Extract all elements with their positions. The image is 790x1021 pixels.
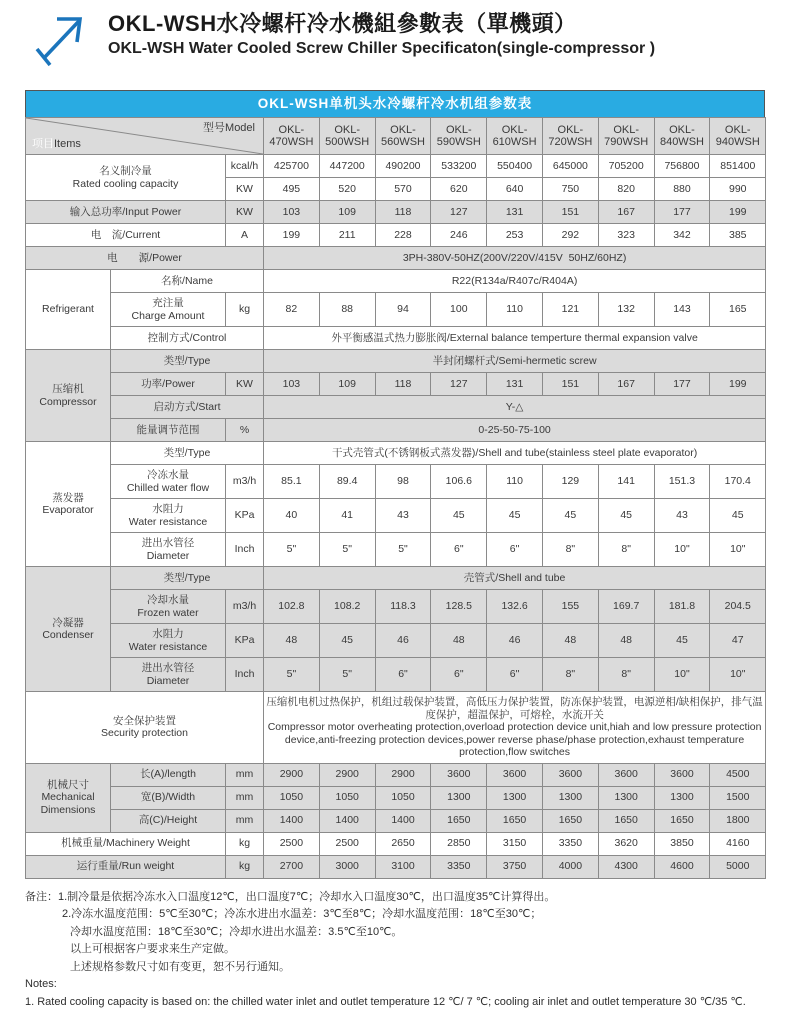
value-cell: 127 (431, 201, 487, 224)
value-cell: 151.3 (654, 465, 710, 499)
unit-cell: mm (226, 763, 264, 786)
unit-cell: kg (226, 832, 264, 855)
value-cell: 3350 (431, 855, 487, 878)
table-row (26, 327, 766, 350)
page-title-zh: OKL-WSH水冷螺杆冷水機組參數表（單機頭） (108, 11, 577, 36)
corner-cell (26, 118, 264, 155)
value-cell: 170.4 (710, 465, 766, 499)
unit-cell: mm (226, 786, 264, 809)
value-cell: 851400 (710, 155, 766, 178)
value-cell: 820 (598, 178, 654, 201)
group-compressor: 压缩机 Compressor (26, 350, 111, 442)
value-cell: 385 (710, 224, 766, 247)
value-cell: 990 (710, 178, 766, 201)
value-cell: 47 (710, 624, 766, 658)
value-cell: 155 (542, 590, 598, 624)
value-cell: 45 (710, 499, 766, 533)
unit-cell: KW (226, 178, 264, 201)
value-cell: 3150 (487, 832, 543, 855)
value-cell: 6" (431, 533, 487, 567)
row-label-condenser-type: 类型/Type (111, 567, 264, 590)
row-label-control: 控制方式/Control (111, 327, 264, 350)
value-cell: 3600 (598, 763, 654, 786)
value-cell: 46 (487, 624, 543, 658)
table-row (26, 293, 766, 327)
value-cell: 1650 (654, 809, 710, 832)
row-label-cond-diameter: 进出水管径 Diameter (111, 658, 226, 692)
corner-items-label-zh: 项目 (32, 137, 54, 150)
row-label-security-protection: 安全保护装置 Security protection (26, 692, 264, 764)
value-cell: 45 (319, 624, 375, 658)
value-cell: 103 (264, 373, 320, 396)
row-label-frozen-water: 冷却水量 Frozen water (111, 590, 226, 624)
unit-cell: KPa (226, 499, 264, 533)
value-cell: 3620 (598, 832, 654, 855)
corner-items-label-en: Items (54, 137, 81, 150)
value-cell: 253 (487, 224, 543, 247)
unit-cell: kg (226, 855, 264, 878)
value-cell: 167 (598, 201, 654, 224)
table-row (26, 692, 766, 764)
value-cell: 620 (431, 178, 487, 201)
table-row (26, 809, 766, 832)
value-cell: 48 (264, 624, 320, 658)
value-cell: 756800 (654, 155, 710, 178)
value-cell: 108.2 (319, 590, 375, 624)
value-cell: 103 (264, 201, 320, 224)
value-cell: 102.8 (264, 590, 320, 624)
value-cell: 88 (319, 293, 375, 327)
value-cell: 2700 (264, 855, 320, 878)
value-cell: 181.8 (654, 590, 710, 624)
value-cell: 43 (654, 499, 710, 533)
value-cell: 10" (710, 658, 766, 692)
value-cell: 8" (542, 658, 598, 692)
value-cell: 228 (375, 224, 431, 247)
value-cell: 2900 (375, 763, 431, 786)
value-cell: 640 (487, 178, 543, 201)
value-cell: 169.7 (598, 590, 654, 624)
value-cell: 177 (654, 201, 710, 224)
value-cell: 151 (542, 201, 598, 224)
table-row (26, 786, 766, 809)
table-row (26, 499, 766, 533)
value-cell: 3600 (487, 763, 543, 786)
value-cell: 1050 (264, 786, 320, 809)
row-label-compressor-power: 功率/Power (111, 373, 226, 396)
value-cell: 520 (319, 178, 375, 201)
value-cell: 1650 (598, 809, 654, 832)
row-label-evap-diameter: 进出水管径 Diameter (111, 533, 226, 567)
value-cell: 110 (487, 293, 543, 327)
group-condenser: 冷凝器 Condenser (26, 567, 111, 692)
table-row (26, 658, 766, 692)
value-cell: 48 (431, 624, 487, 658)
spec-table (25, 117, 766, 879)
span-value-evaporator-type: 干式壳管式(不锈钢板式蒸发器)/Shell and tube(stainless steel plate evaporator) (264, 442, 766, 465)
table-row (26, 396, 766, 419)
group-evaporator: 蒸发器 Evaporator (26, 442, 111, 567)
value-cell: 5" (319, 533, 375, 567)
value-cell: 5000 (710, 855, 766, 878)
value-cell: 10" (654, 533, 710, 567)
value-cell: 199 (264, 224, 320, 247)
value-cell: 110 (487, 465, 543, 499)
unit-cell: kcal/h (226, 155, 264, 178)
value-cell: 4000 (542, 855, 598, 878)
value-cell: 495 (264, 178, 320, 201)
value-cell: 1300 (654, 786, 710, 809)
value-cell: 118 (375, 201, 431, 224)
value-cell: 1400 (319, 809, 375, 832)
value-cell: 45 (431, 499, 487, 533)
value-cell: 129 (542, 465, 598, 499)
value-cell: 550400 (487, 155, 543, 178)
group-refrigerant: Refrigerant (26, 270, 111, 350)
value-cell: 533200 (431, 155, 487, 178)
table-row (26, 533, 766, 567)
table-title-banner: OKL-WSH单机头水冷螺杆冷水机组参数表 (25, 90, 765, 117)
value-cell: 1650 (431, 809, 487, 832)
arrow-up-right-logo-icon (30, 8, 102, 70)
value-cell: 177 (654, 373, 710, 396)
value-cell: 118.3 (375, 590, 431, 624)
value-cell: 48 (542, 624, 598, 658)
value-cell: 8" (542, 533, 598, 567)
model-header: OKL- 840WSH (654, 118, 710, 155)
table-row (26, 350, 766, 373)
table-row (26, 465, 766, 499)
table-row (26, 590, 766, 624)
table-row (26, 832, 766, 855)
value-cell: 46 (375, 624, 431, 658)
row-label-rated-cooling-capacity: 名义制冷量 Rated cooling capacity (26, 155, 226, 201)
row-label-start-mode: 启动方式/Start (111, 396, 264, 419)
unit-cell: KW (226, 373, 264, 396)
value-cell: 3850 (654, 832, 710, 855)
table-row (26, 567, 766, 590)
table-header-row (26, 118, 766, 155)
value-cell: 3750 (487, 855, 543, 878)
value-cell: 10" (654, 658, 710, 692)
value-cell: 43 (375, 499, 431, 533)
document-header (30, 8, 765, 70)
value-cell: 880 (654, 178, 710, 201)
table-row (26, 201, 766, 224)
table-row (26, 763, 766, 786)
value-cell: 40 (264, 499, 320, 533)
value-cell: 1650 (542, 809, 598, 832)
value-cell: 5" (319, 658, 375, 692)
row-label-refrigerant-name: 名称/Name (111, 270, 264, 293)
value-cell: 1300 (598, 786, 654, 809)
corner-items-label (32, 138, 81, 151)
row-label-chilled-water-flow: 冷冻水量 Chilled water flow (111, 465, 226, 499)
note-line: 以上可根据客户要求来生产定做。 (70, 943, 235, 955)
row-label-charge-amount: 充注量 Charge Amount (111, 293, 226, 327)
value-cell: 1300 (542, 786, 598, 809)
table-row (26, 373, 766, 396)
value-cell: 127 (431, 373, 487, 396)
table-row (26, 247, 766, 270)
value-cell: 1650 (487, 809, 543, 832)
row-label-width: 宽(B)/Width (111, 786, 226, 809)
span-value-security-protection: 压缩机电机过热保护，机组过载保护装置，高低压力保护装置，防冻保护装置，电源逆相/缺相保护，排气温度保护，超温保护，可熔栓，水流开关 Compressor motor overheating protection,overload protection device unit,hiah and low pressure protection device,anti-freezing protection devices,power reverse phase/phase protection,exhaust temperature protection,flow switches (264, 692, 766, 764)
span-value-condenser-type: 壳管式/Shell and tube (264, 567, 766, 590)
value-cell: 199 (710, 373, 766, 396)
model-header: OKL- 590WSH (431, 118, 487, 155)
row-label-height: 高(C)/Height (111, 809, 226, 832)
value-cell: 48 (598, 624, 654, 658)
value-cell: 1500 (710, 786, 766, 809)
value-cell: 1300 (487, 786, 543, 809)
note-line: 备注：1.制冷量是依据冷冻水入口温度12℃，出口温度7℃；冷却水入口温度30℃，出口温度35℃计算得出。 (25, 890, 556, 903)
table-row (26, 419, 766, 442)
value-cell: 204.5 (710, 590, 766, 624)
table-row (26, 224, 766, 247)
value-cell: 85.1 (264, 465, 320, 499)
value-cell: 6" (431, 658, 487, 692)
model-header: OKL- 470WSH (264, 118, 320, 155)
table-row (26, 155, 766, 178)
value-cell: 342 (654, 224, 710, 247)
value-cell: 1400 (264, 809, 320, 832)
unit-cell: A (226, 224, 264, 247)
value-cell: 82 (264, 293, 320, 327)
value-cell: 121 (542, 293, 598, 327)
span-value-power-supply: 3PH-380V-50HZ(200V/220V/415V 50HZ/60HZ) (264, 247, 766, 270)
value-cell: 3000 (319, 855, 375, 878)
unit-cell: kg (226, 293, 264, 327)
value-cell: 6" (487, 658, 543, 692)
value-cell: 8" (598, 533, 654, 567)
value-cell: 94 (375, 293, 431, 327)
value-cell: 45 (654, 624, 710, 658)
value-cell: 2900 (264, 763, 320, 786)
unit-cell: m3/h (226, 590, 264, 624)
unit-cell: m3/h (226, 465, 264, 499)
notes-block (25, 889, 765, 1012)
value-cell: 447200 (319, 155, 375, 178)
model-header: OKL- 790WSH (598, 118, 654, 155)
value-cell: 3100 (375, 855, 431, 878)
value-cell: 8" (598, 658, 654, 692)
value-cell: 425700 (264, 155, 320, 178)
model-header: OKL- 940WSH (710, 118, 766, 155)
span-value-refrigerant-name: R22(R134a/R407c/R404A) (264, 270, 766, 293)
value-cell: 45 (542, 499, 598, 533)
value-cell: 3600 (654, 763, 710, 786)
value-cell: 132 (598, 293, 654, 327)
span-value-capacity-control-range: 0-25-50-75-100 (264, 419, 766, 442)
value-cell: 45 (598, 499, 654, 533)
unit-cell: KW (226, 201, 264, 224)
value-cell: 89.4 (319, 465, 375, 499)
value-cell: 199 (710, 201, 766, 224)
value-cell: 2500 (319, 832, 375, 855)
model-header: OKL- 500WSH (319, 118, 375, 155)
value-cell: 106.6 (431, 465, 487, 499)
value-cell: 2900 (319, 763, 375, 786)
value-cell: 490200 (375, 155, 431, 178)
note-line: 2.冷冻水温度范围：5℃至30℃；冷冻水进出水温差：3℃至8℃；冷却水温度范围：18℃至30℃； (62, 908, 542, 920)
note-line: Notes: (25, 978, 57, 990)
table-row (26, 270, 766, 293)
note-line: 冷却水温度范围：18℃至30℃；冷却水进出水温差：3.5℃至10℃。 (70, 925, 403, 938)
note-line: 1. Rated cooling capacity is based on: the chilled water inlet and outlet temperature 12 ℃/ 7 ℃; cooling air inlet and outlet temperature 30 ℃/35 ℃. (25, 995, 746, 1008)
value-cell: 211 (319, 224, 375, 247)
value-cell: 10" (710, 533, 766, 567)
value-cell: 143 (654, 293, 710, 327)
table-row (26, 442, 766, 465)
value-cell: 41 (319, 499, 375, 533)
unit-cell: % (226, 419, 264, 442)
unit-cell: KPa (226, 624, 264, 658)
value-cell: 109 (319, 373, 375, 396)
corner-model-label: 型号Model (203, 122, 255, 134)
value-cell: 2650 (375, 832, 431, 855)
value-cell: 3350 (542, 832, 598, 855)
value-cell: 1050 (375, 786, 431, 809)
value-cell: 6" (487, 533, 543, 567)
value-cell: 5" (375, 533, 431, 567)
row-label-run-weight: 运行重量/Run weight (26, 855, 226, 878)
value-cell: 6" (375, 658, 431, 692)
value-cell: 167 (598, 373, 654, 396)
span-value-compressor-type: 半封闭螺杆式/Semi-hermetic screw (264, 350, 766, 373)
value-cell: 1300 (431, 786, 487, 809)
value-cell: 246 (431, 224, 487, 247)
group-mechanical-dimensions: 机械尺寸 Mechanical Dimensions (26, 763, 111, 832)
value-cell: 165 (710, 293, 766, 327)
page-title-en: OKL-WSH Water Cooled Screw Chiller Specificaton(single-compressor ) (108, 40, 656, 57)
row-label-length: 长(A)/length (111, 763, 226, 786)
value-cell: 98 (375, 465, 431, 499)
value-cell: 45 (487, 499, 543, 533)
value-cell: 705200 (598, 155, 654, 178)
value-cell: 3600 (542, 763, 598, 786)
value-cell: 5" (264, 533, 320, 567)
unit-cell: Inch (226, 658, 264, 692)
value-cell: 292 (542, 224, 598, 247)
value-cell: 750 (542, 178, 598, 201)
value-cell: 2500 (264, 832, 320, 855)
model-header: OKL- 560WSH (375, 118, 431, 155)
row-label-evap-water-resistance: 水阻力 Water resistance (111, 499, 226, 533)
model-header: OKL- 720WSH (542, 118, 598, 155)
value-cell: 151 (542, 373, 598, 396)
unit-cell: Inch (226, 533, 264, 567)
title-block (108, 8, 655, 60)
value-cell: 132.6 (487, 590, 543, 624)
row-label-input-power: 输入总功率/Input Power (26, 201, 226, 224)
value-cell: 3600 (431, 763, 487, 786)
value-cell: 5" (264, 658, 320, 692)
value-cell: 141 (598, 465, 654, 499)
value-cell: 128.5 (431, 590, 487, 624)
row-label-current: 电 流/Current (26, 224, 226, 247)
unit-cell: mm (226, 809, 264, 832)
value-cell: 131 (487, 373, 543, 396)
span-value-start-mode: Y-△ (264, 396, 766, 419)
value-cell: 1800 (710, 809, 766, 832)
value-cell: 118 (375, 373, 431, 396)
value-cell: 4600 (654, 855, 710, 878)
row-label-evaporator-type: 类型/Type (111, 442, 264, 465)
row-label-capacity-control-range: 能量调节范围 (111, 419, 226, 442)
value-cell: 645000 (542, 155, 598, 178)
row-label-cond-water-resistance: 水阻力 Water resistance (111, 624, 226, 658)
value-cell: 570 (375, 178, 431, 201)
table-row (26, 855, 766, 878)
value-cell: 100 (431, 293, 487, 327)
row-label-machinery-weight: 机械重量/Machinery Weight (26, 832, 226, 855)
row-label-power-supply: 电 源/Power (26, 247, 264, 270)
span-value-control: 外平衡感温式热力膨胀阀/External balance temperture thermal expansion valve (264, 327, 766, 350)
value-cell: 2850 (431, 832, 487, 855)
value-cell: 4500 (710, 763, 766, 786)
value-cell: 323 (598, 224, 654, 247)
value-cell: 131 (487, 201, 543, 224)
table-row (26, 624, 766, 658)
value-cell: 109 (319, 201, 375, 224)
row-label-compressor-type: 类型/Type (111, 350, 264, 373)
value-cell: 4300 (598, 855, 654, 878)
value-cell: 1050 (319, 786, 375, 809)
value-cell: 4160 (710, 832, 766, 855)
note-line: 上述规格参数尺寸如有变更，恕不另行通知。 (70, 960, 290, 973)
model-header: OKL- 610WSH (487, 118, 543, 155)
value-cell: 1400 (375, 809, 431, 832)
